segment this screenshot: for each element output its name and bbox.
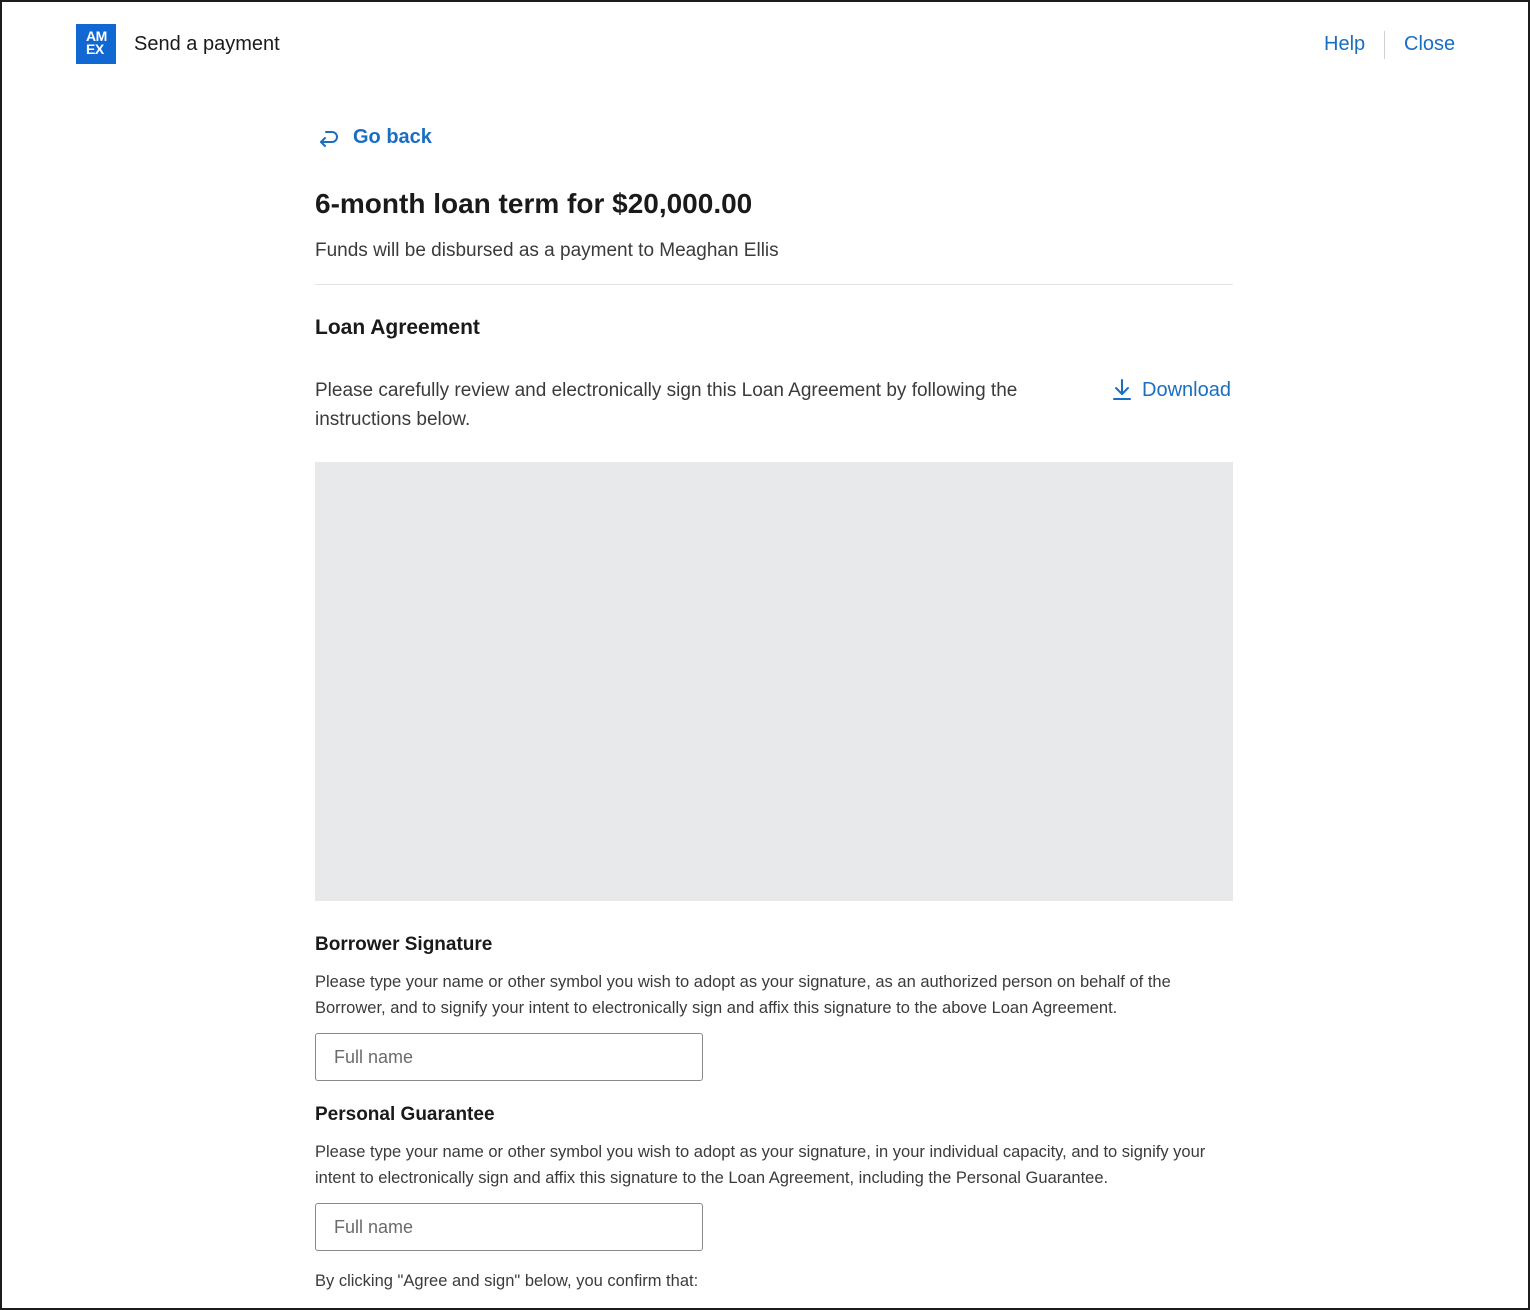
help-link[interactable]: Help xyxy=(1324,33,1366,55)
header-divider xyxy=(1384,31,1385,59)
borrower-signature-description: Please type your name or other symbol you wish to adopt as your signature, as an authorized person on behalf of the Borrower, and to signify your intent to electronically sign and affix this signature to the above Loan Agreement. xyxy=(315,973,1171,1017)
disbursement-text: Funds will be disbursed as a payment to Meaghan Ellis xyxy=(315,240,779,261)
logo-line-2: EX xyxy=(86,41,104,57)
go-back-label: Go back xyxy=(353,126,432,148)
close-link[interactable]: Close xyxy=(1404,33,1456,55)
borrower-signature-heading: Borrower Signature xyxy=(315,934,493,955)
download-label: Download xyxy=(1142,378,1231,401)
go-back-link[interactable] xyxy=(317,126,432,149)
page-title: 6-month loan term for $20,000.00 xyxy=(315,188,753,219)
app-title: Send a payment xyxy=(134,33,280,55)
logo-line-1: AM xyxy=(86,28,107,44)
section-divider xyxy=(315,284,1233,285)
confirmation-text: By clicking "Agree and sign" below, you confirm that: xyxy=(315,1272,699,1290)
return-arrow-icon xyxy=(317,127,339,149)
borrower-full-name-input[interactable] xyxy=(315,1033,703,1081)
document-viewer[interactable] xyxy=(315,462,1233,901)
personal-guarantee-description: Please type your name or other symbol you wish to adopt as your signature, in your individual capacity, and to signify your intent to electronically sign and affix this signature to the Loan Agreement, including the Personal Guarantee. xyxy=(315,1143,1206,1187)
guarantor-full-name-input[interactable] xyxy=(315,1203,703,1251)
download-icon xyxy=(1111,378,1133,402)
personal-guarantee-heading: Personal Guarantee xyxy=(315,1104,495,1125)
header xyxy=(2,2,1528,92)
amex-logo xyxy=(76,24,116,64)
loan-agreement-description: Please carefully review and electronically sign this Loan Agreement by following the instructions below. xyxy=(315,380,1018,430)
download-link[interactable] xyxy=(1111,378,1231,402)
loan-agreement-heading: Loan Agreement xyxy=(315,316,480,339)
